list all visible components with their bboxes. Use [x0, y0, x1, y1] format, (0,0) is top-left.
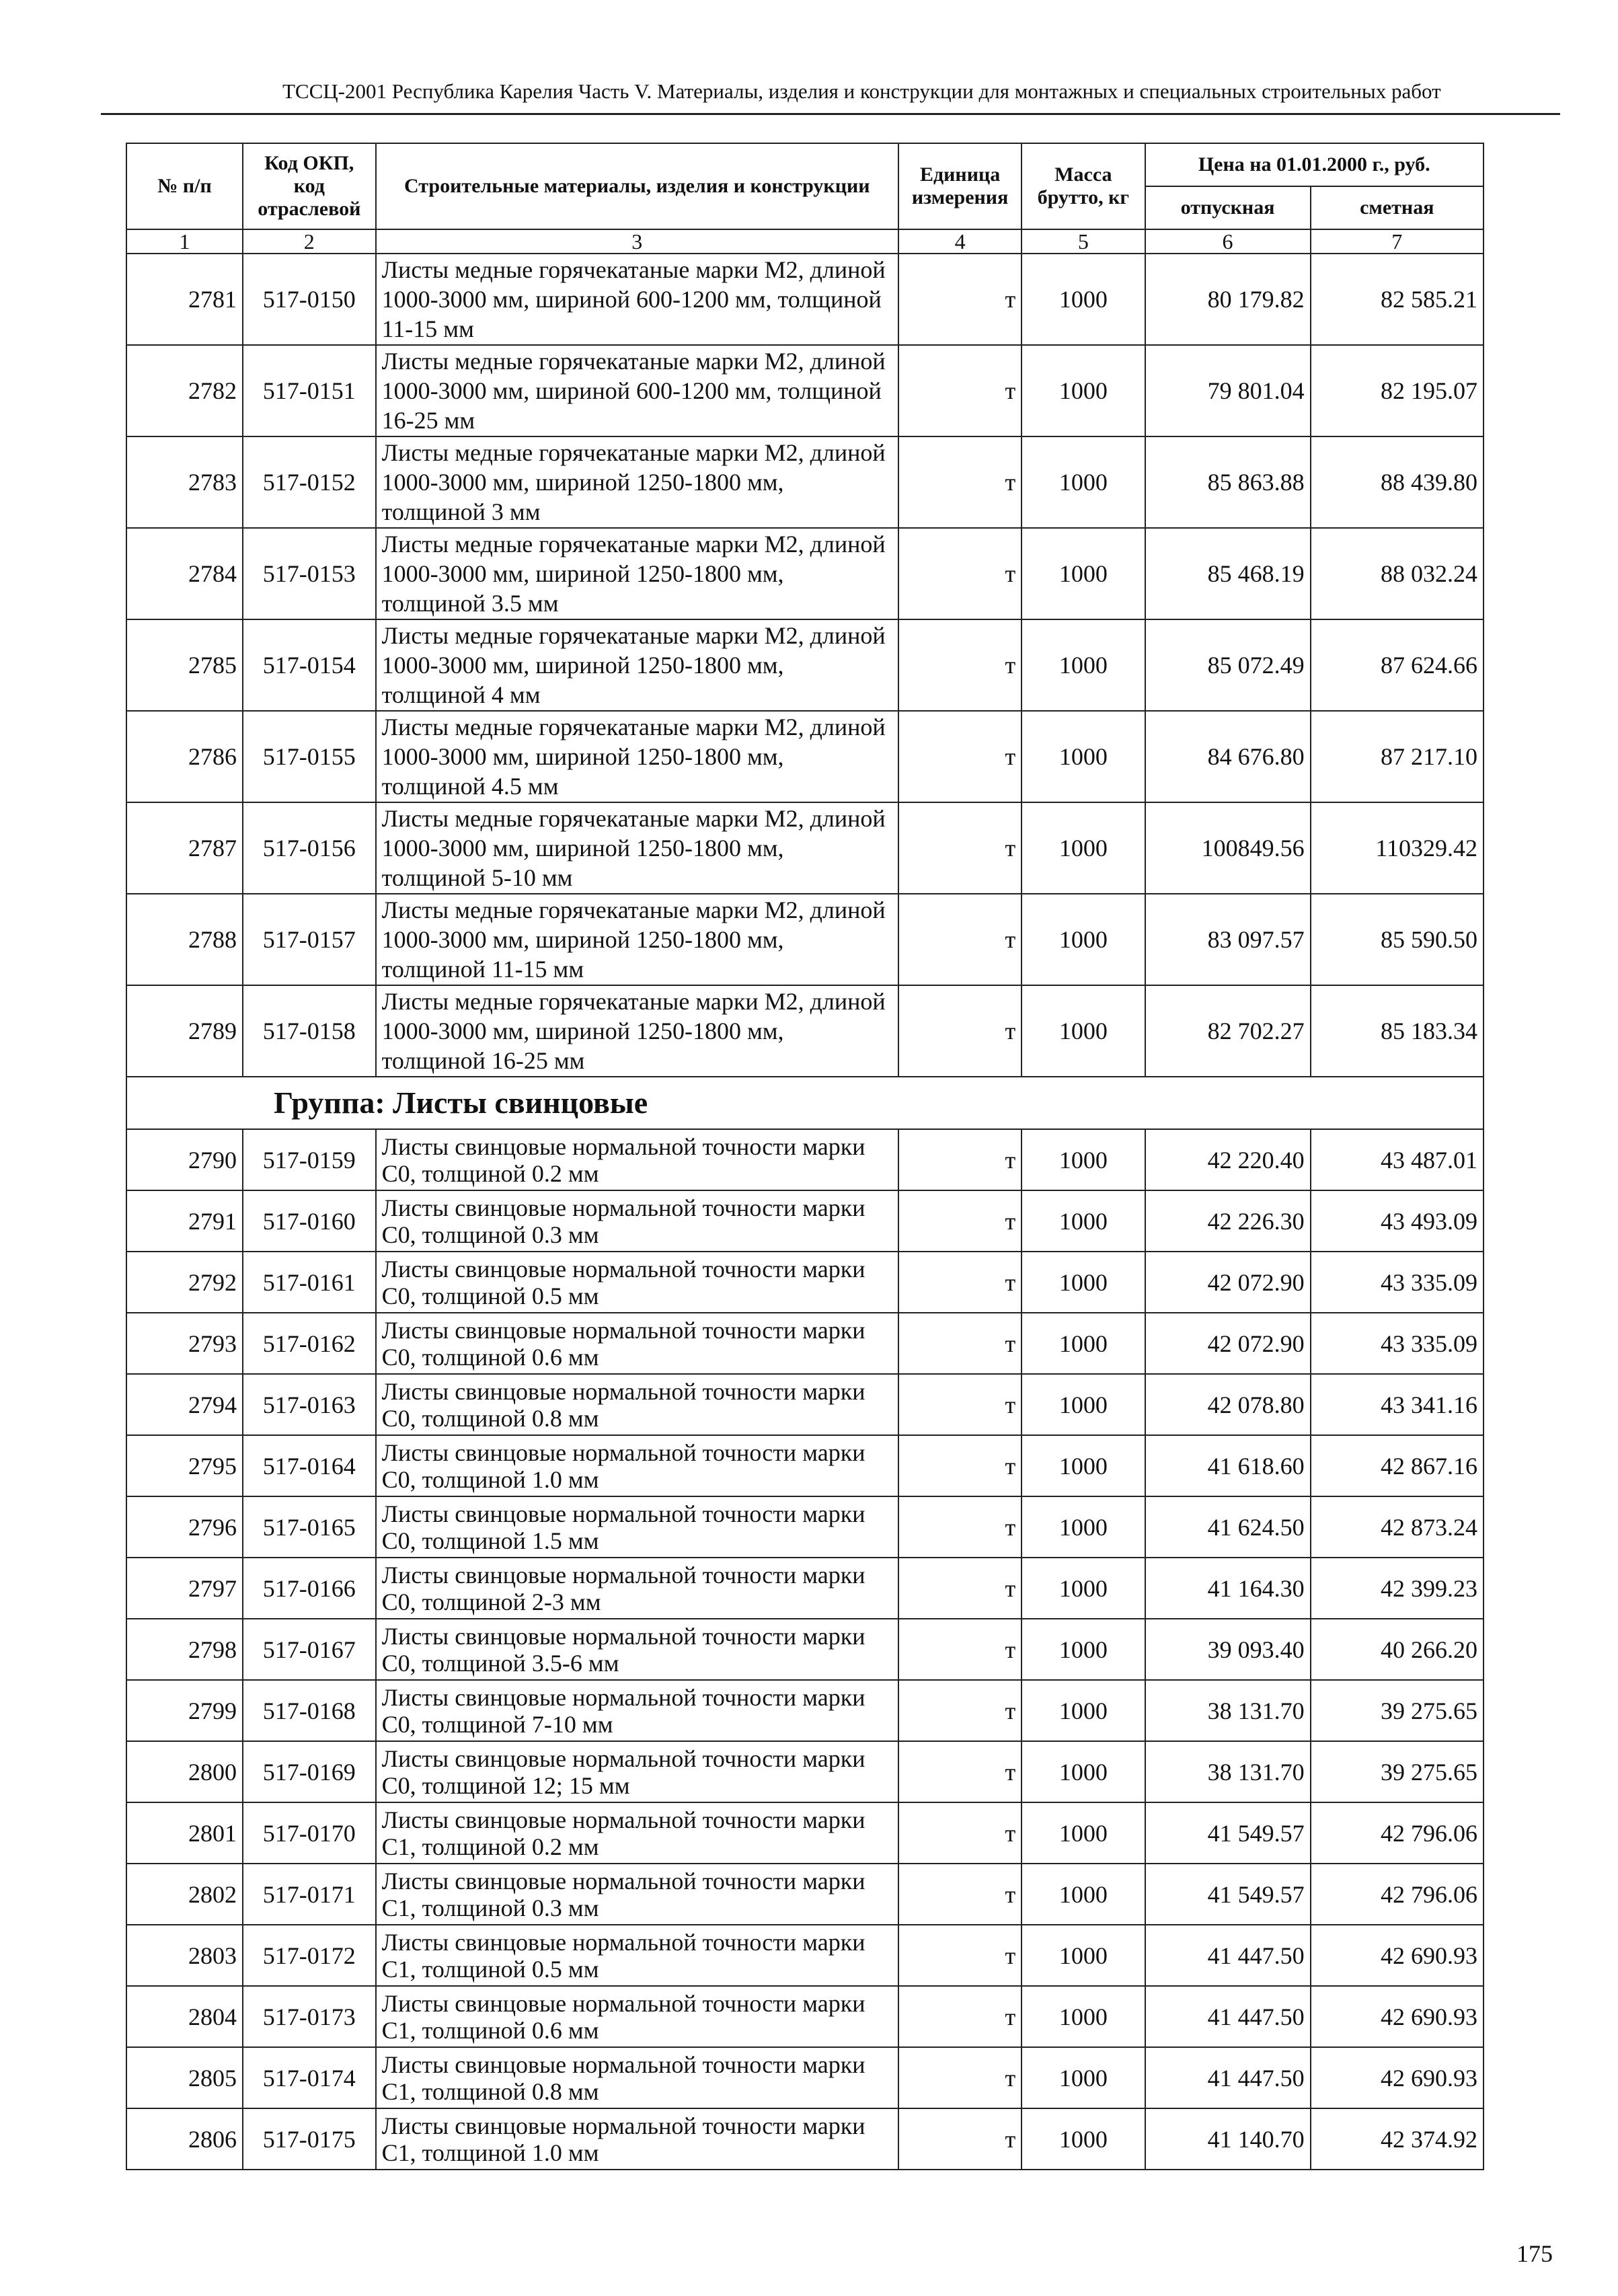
row-mass: 1000 — [1022, 1802, 1145, 1864]
row-mass: 1000 — [1022, 802, 1145, 894]
row-name: Листы свинцовые нормальной точности марки С0, толщиной 1.0 мм — [376, 1435, 898, 1496]
row-name: Листы медные горячекатаные марки М2, длиной 1000-3000 мм, шириной 600-1200 мм, толщиной 16-25 мм — [376, 345, 898, 436]
row-name: Листы свинцовые нормальной точности марки С0, толщиной 0.3 мм — [376, 1190, 898, 1252]
table-row — [126, 345, 1484, 436]
row-price-sell: 41 447.50 — [1145, 1925, 1311, 1986]
row-mass: 1000 — [1022, 619, 1145, 711]
row-code: 517-0172 — [243, 1925, 376, 1986]
row-name: Листы медные горячекатаные марки М2, длиной 1000-3000 мм, шириной 1250-1800 мм, толщиной 3 мм — [376, 436, 898, 528]
table-body — [126, 229, 1484, 2170]
row-unit: т — [898, 1129, 1022, 1190]
row-mass: 1000 — [1022, 1435, 1145, 1496]
col-header-price-sell: отпускная — [1145, 186, 1311, 229]
row-price-sell: 85 072.49 — [1145, 619, 1311, 711]
page-number: 175 — [1516, 2240, 1553, 2267]
row-unit: т — [898, 345, 1022, 436]
row-price-est: 42 796.06 — [1311, 1864, 1484, 1925]
row-price-sell: 42 226.30 — [1145, 1190, 1311, 1252]
row-name: Листы свинцовые нормальной точности марки С1, толщиной 0.6 мм — [376, 1986, 898, 2047]
row-code: 517-0153 — [243, 528, 376, 619]
row-unit: т — [898, 985, 1022, 1077]
row-price-est: 42 690.93 — [1311, 1986, 1484, 2047]
row-name: Листы свинцовые нормальной точности марки С0, толщиной 12; 15 мм — [376, 1741, 898, 1802]
row-unit: т — [898, 619, 1022, 711]
row-price-est: 39 275.65 — [1311, 1680, 1484, 1741]
row-name: Листы медные горячекатаные марки М2, длиной 1000-3000 мм, шириной 1250-1800 мм, толщиной 4.5 мм — [376, 711, 898, 802]
table-row — [126, 1190, 1484, 1252]
index-cell: 5 — [1022, 229, 1145, 254]
row-price-est: 43 335.09 — [1311, 1313, 1484, 1374]
row-code: 517-0167 — [243, 1619, 376, 1680]
table-row — [126, 711, 1484, 802]
row-code: 517-0150 — [243, 254, 376, 345]
row-price-est: 43 487.01 — [1311, 1129, 1484, 1190]
row-number: 2803 — [126, 1925, 243, 1986]
row-mass: 1000 — [1022, 1558, 1145, 1619]
row-name: Листы свинцовые нормальной точности марки С0, толщиной 2-3 мм — [376, 1558, 898, 1619]
row-name: Листы свинцовые нормальной точности марки С0, толщиной 1.5 мм — [376, 1496, 898, 1558]
row-number: 2783 — [126, 436, 243, 528]
row-unit: т — [898, 802, 1022, 894]
row-price-sell: 41 140.70 — [1145, 2108, 1311, 2170]
row-price-est: 42 796.06 — [1311, 1802, 1484, 1864]
row-number: 2787 — [126, 802, 243, 894]
row-price-sell: 100849.56 — [1145, 802, 1311, 894]
row-number: 2802 — [126, 1864, 243, 1925]
price-table — [126, 143, 1484, 2170]
row-mass: 1000 — [1022, 254, 1145, 345]
row-name: Листы медные горячекатаные марки М2, длиной 1000-3000 мм, шириной 1250-1800 мм, толщиной 5-10 мм — [376, 802, 898, 894]
row-number: 2785 — [126, 619, 243, 711]
row-name: Листы медные горячекатаные марки М2, длиной 1000-3000 мм, шириной 1250-1800 мм, толщиной 11-15 мм — [376, 894, 898, 985]
col-header-price-est: сметная — [1311, 186, 1484, 229]
row-unit: т — [898, 1864, 1022, 1925]
row-price-sell: 41 549.57 — [1145, 1864, 1311, 1925]
row-name: Листы медные горячекатаные марки М2, длиной 1000-3000 мм, шириной 1250-1800 мм, толщиной 16-25 мм — [376, 985, 898, 1077]
row-price-sell: 80 179.82 — [1145, 254, 1311, 345]
row-unit: т — [898, 1190, 1022, 1252]
row-price-est: 42 374.92 — [1311, 2108, 1484, 2170]
row-code: 517-0163 — [243, 1374, 376, 1435]
table-row — [126, 619, 1484, 711]
row-code: 517-0175 — [243, 2108, 376, 2170]
row-unit: т — [898, 711, 1022, 802]
row-number: 2795 — [126, 1435, 243, 1496]
row-number: 2798 — [126, 1619, 243, 1680]
col-header-price-group: Цена на 01.01.2000 г., руб. — [1145, 143, 1484, 186]
row-code: 517-0161 — [243, 1252, 376, 1313]
row-code: 517-0159 — [243, 1129, 376, 1190]
row-name: Листы свинцовые нормальной точности марки С1, толщиной 0.5 мм — [376, 1925, 898, 1986]
row-mass: 1000 — [1022, 2047, 1145, 2108]
row-name: Листы свинцовые нормальной точности марки С0, толщиной 7-10 мм — [376, 1680, 898, 1741]
row-name: Листы свинцовые нормальной точности марки С1, толщиной 0.2 мм — [376, 1802, 898, 1864]
row-price-sell: 83 097.57 — [1145, 894, 1311, 985]
row-mass: 1000 — [1022, 345, 1145, 436]
col-header-code-top: Код ОКП, — [264, 152, 354, 174]
row-name: Листы свинцовые нормальной точности марки С0, толщиной 0.6 мм — [376, 1313, 898, 1374]
row-unit: т — [898, 1558, 1022, 1619]
table-row — [126, 1496, 1484, 1558]
row-code: 517-0151 — [243, 345, 376, 436]
row-number: 2806 — [126, 2108, 243, 2170]
row-price-est: 85 590.50 — [1311, 894, 1484, 985]
row-price-sell: 41 447.50 — [1145, 1986, 1311, 2047]
table-row — [126, 528, 1484, 619]
row-code: 517-0158 — [243, 985, 376, 1077]
row-price-sell: 85 468.19 — [1145, 528, 1311, 619]
row-price-est: 43 335.09 — [1311, 1252, 1484, 1313]
index-cell: 3 — [376, 229, 898, 254]
row-mass: 1000 — [1022, 985, 1145, 1077]
row-number: 2800 — [126, 1741, 243, 1802]
row-mass: 1000 — [1022, 1986, 1145, 2047]
row-price-sell: 38 131.70 — [1145, 1741, 1311, 1802]
index-cell: 1 — [126, 229, 243, 254]
row-price-sell: 85 863.88 — [1145, 436, 1311, 528]
table-row — [126, 1252, 1484, 1313]
row-number: 2781 — [126, 254, 243, 345]
row-price-sell: 41 624.50 — [1145, 1496, 1311, 1558]
column-index-row — [126, 229, 1484, 254]
index-cell: 2 — [243, 229, 376, 254]
row-name: Листы медные горячекатаные марки М2, длиной 1000-3000 мм, шириной 1250-1800 мм, толщиной 3.5 мм — [376, 528, 898, 619]
row-mass: 1000 — [1022, 711, 1145, 802]
row-code: 517-0155 — [243, 711, 376, 802]
row-code: 517-0164 — [243, 1435, 376, 1496]
row-unit: т — [898, 1741, 1022, 1802]
table-row — [126, 1435, 1484, 1496]
row-mass: 1000 — [1022, 1680, 1145, 1741]
col-header-num: № п/п — [126, 143, 243, 229]
row-name: Листы свинцовые нормальной точности марки С0, толщиной 3.5-6 мм — [376, 1619, 898, 1680]
row-unit: т — [898, 436, 1022, 528]
row-price-est: 82 195.07 — [1311, 345, 1484, 436]
col-header-code-bottom: код отраслевой — [258, 175, 361, 220]
row-code: 517-0174 — [243, 2047, 376, 2108]
table-row — [126, 1741, 1484, 1802]
row-number: 2784 — [126, 528, 243, 619]
row-price-est: 42 690.93 — [1311, 1925, 1484, 1986]
row-name: Листы свинцовые нормальной точности марки С1, толщиной 0.8 мм — [376, 2047, 898, 2108]
table-row — [126, 1864, 1484, 1925]
row-code: 517-0152 — [243, 436, 376, 528]
table-row — [126, 1558, 1484, 1619]
group-row — [126, 1077, 1484, 1129]
row-unit: т — [898, 1619, 1022, 1680]
col-header-name: Строительные материалы, изделия и конструкции — [376, 143, 898, 229]
row-unit: т — [898, 528, 1022, 619]
row-unit: т — [898, 1680, 1022, 1741]
row-number: 2805 — [126, 2047, 243, 2108]
row-price-est: 87 217.10 — [1311, 711, 1484, 802]
row-number: 2794 — [126, 1374, 243, 1435]
row-number: 2799 — [126, 1680, 243, 1741]
row-mass: 1000 — [1022, 1129, 1145, 1190]
index-cell: 7 — [1311, 229, 1484, 254]
row-number: 2782 — [126, 345, 243, 436]
row-price-est: 39 275.65 — [1311, 1741, 1484, 1802]
row-name: Листы свинцовые нормальной точности марки С1, толщиной 0.3 мм — [376, 1864, 898, 1925]
row-name: Листы медные горячекатаные марки М2, длиной 1000-3000 мм, шириной 600-1200 мм, толщиной 11-15 мм — [376, 254, 898, 345]
row-price-est: 40 266.20 — [1311, 1619, 1484, 1680]
row-unit: т — [898, 1313, 1022, 1374]
row-mass: 1000 — [1022, 1925, 1145, 1986]
row-number: 2801 — [126, 1802, 243, 1864]
row-unit: т — [898, 1802, 1022, 1864]
row-price-sell: 84 676.80 — [1145, 711, 1311, 802]
col-header-mass: Масса брутто, кг — [1022, 143, 1145, 229]
row-mass: 1000 — [1022, 894, 1145, 985]
row-code: 517-0154 — [243, 619, 376, 711]
row-unit: т — [898, 1435, 1022, 1496]
row-price-sell: 42 220.40 — [1145, 1129, 1311, 1190]
table-row — [126, 1680, 1484, 1741]
row-unit: т — [898, 1252, 1022, 1313]
row-price-sell: 41 618.60 — [1145, 1435, 1311, 1496]
row-mass: 1000 — [1022, 2108, 1145, 2170]
row-mass: 1000 — [1022, 1313, 1145, 1374]
table-row — [126, 2047, 1484, 2108]
table-row — [126, 1802, 1484, 1864]
row-code: 517-0157 — [243, 894, 376, 985]
table-row — [126, 254, 1484, 345]
row-code: 517-0173 — [243, 1986, 376, 2047]
row-number: 2804 — [126, 1986, 243, 2047]
row-unit: т — [898, 894, 1022, 985]
row-code: 517-0169 — [243, 1741, 376, 1802]
row-mass: 1000 — [1022, 1252, 1145, 1313]
row-code: 517-0165 — [243, 1496, 376, 1558]
row-mass: 1000 — [1022, 1374, 1145, 1435]
row-unit: т — [898, 1496, 1022, 1558]
table-row — [126, 1925, 1484, 1986]
row-code: 517-0166 — [243, 1558, 376, 1619]
table-row — [126, 802, 1484, 894]
running-header: ТССЦ-2001 Республика Карелия Часть V. Материалы, изделия и конструкции для монтажных и специальных строительных работ — [282, 79, 1441, 103]
row-price-sell: 41 447.50 — [1145, 2047, 1311, 2108]
row-name: Листы свинцовые нормальной точности марки С0, толщиной 0.8 мм — [376, 1374, 898, 1435]
row-price-sell: 42 072.90 — [1145, 1252, 1311, 1313]
row-code: 517-0160 — [243, 1190, 376, 1252]
table-row — [126, 1619, 1484, 1680]
row-mass: 1000 — [1022, 1619, 1145, 1680]
index-cell: 6 — [1145, 229, 1311, 254]
row-code: 517-0162 — [243, 1313, 376, 1374]
row-unit: т — [898, 1374, 1022, 1435]
row-price-est: 82 585.21 — [1311, 254, 1484, 345]
row-mass: 1000 — [1022, 1190, 1145, 1252]
row-number: 2796 — [126, 1496, 243, 1558]
table-row — [126, 1986, 1484, 2047]
table-row — [126, 1374, 1484, 1435]
table-row — [126, 436, 1484, 528]
row-price-est: 42 399.23 — [1311, 1558, 1484, 1619]
row-price-sell: 42 072.90 — [1145, 1313, 1311, 1374]
row-number: 2797 — [126, 1558, 243, 1619]
table-row — [126, 1129, 1484, 1190]
table-row — [126, 2108, 1484, 2170]
row-mass: 1000 — [1022, 436, 1145, 528]
index-cell: 4 — [898, 229, 1022, 254]
table-row — [126, 1313, 1484, 1374]
table-row — [126, 985, 1484, 1077]
row-price-est: 43 341.16 — [1311, 1374, 1484, 1435]
row-price-est: 110329.42 — [1311, 802, 1484, 894]
table-row — [126, 894, 1484, 985]
row-mass: 1000 — [1022, 1741, 1145, 1802]
col-header-code — [243, 143, 376, 229]
row-code: 517-0156 — [243, 802, 376, 894]
row-mass: 1000 — [1022, 1496, 1145, 1558]
row-unit: т — [898, 1986, 1022, 2047]
row-price-est: 85 183.34 — [1311, 985, 1484, 1077]
row-code: 517-0170 — [243, 1802, 376, 1864]
row-price-est: 88 032.24 — [1311, 528, 1484, 619]
row-price-sell: 41 164.30 — [1145, 1558, 1311, 1619]
row-mass: 1000 — [1022, 1864, 1145, 1925]
row-number: 2789 — [126, 985, 243, 1077]
row-name: Листы свинцовые нормальной точности марки С1, толщиной 1.0 мм — [376, 2108, 898, 2170]
row-price-est: 43 493.09 — [1311, 1190, 1484, 1252]
row-name: Листы свинцовые нормальной точности марки С0, толщиной 0.5 мм — [376, 1252, 898, 1313]
row-price-sell: 39 093.40 — [1145, 1619, 1311, 1680]
row-price-sell: 41 549.57 — [1145, 1802, 1311, 1864]
header-rule — [101, 113, 1560, 115]
row-code: 517-0171 — [243, 1864, 376, 1925]
row-number: 2790 — [126, 1129, 243, 1190]
row-price-est: 42 690.93 — [1311, 2047, 1484, 2108]
row-mass: 1000 — [1022, 528, 1145, 619]
row-number: 2788 — [126, 894, 243, 985]
col-header-unit: Единица измерения — [898, 143, 1022, 229]
row-unit: т — [898, 1925, 1022, 1986]
row-price-est: 42 867.16 — [1311, 1435, 1484, 1496]
row-number: 2793 — [126, 1313, 243, 1374]
row-unit: т — [898, 254, 1022, 345]
row-number: 2791 — [126, 1190, 243, 1252]
row-price-est: 87 624.66 — [1311, 619, 1484, 711]
row-number: 2792 — [126, 1252, 243, 1313]
row-price-sell: 82 702.27 — [1145, 985, 1311, 1077]
row-price-sell: 38 131.70 — [1145, 1680, 1311, 1741]
row-name: Листы медные горячекатаные марки М2, длиной 1000-3000 мм, шириной 1250-1800 мм, толщиной 4 мм — [376, 619, 898, 711]
row-price-sell: 42 078.80 — [1145, 1374, 1311, 1435]
row-price-est: 88 439.80 — [1311, 436, 1484, 528]
row-code: 517-0168 — [243, 1680, 376, 1741]
row-name: Листы свинцовые нормальной точности марки С0, толщиной 0.2 мм — [376, 1129, 898, 1190]
row-price-sell: 79 801.04 — [1145, 345, 1311, 436]
group-title: Группа: Листы свинцовые — [126, 1077, 1484, 1129]
row-unit: т — [898, 2047, 1022, 2108]
row-unit: т — [898, 2108, 1022, 2170]
row-number: 2786 — [126, 711, 243, 802]
row-price-est: 42 873.24 — [1311, 1496, 1484, 1558]
